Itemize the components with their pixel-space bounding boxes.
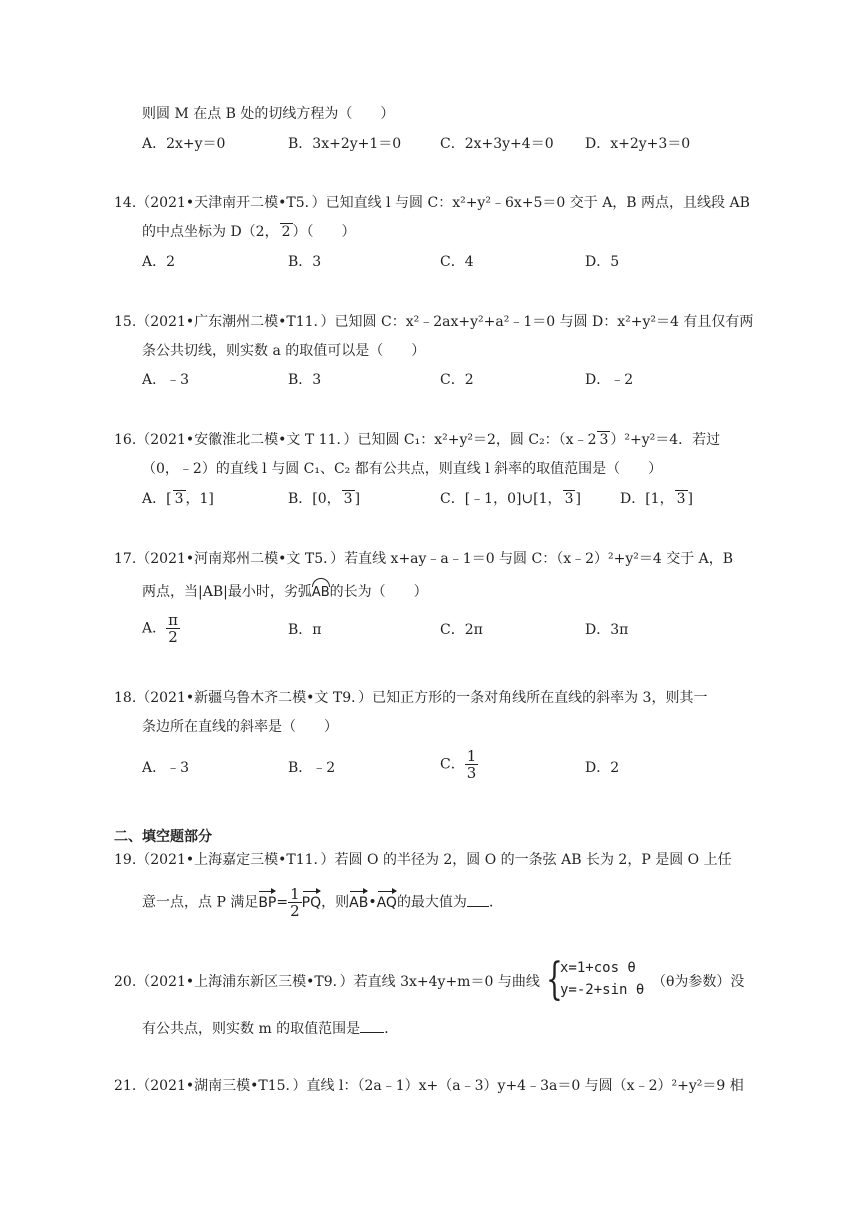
q19-vector-ab: AB <box>349 889 368 913</box>
q16-line1-pre: 16.（2021•安徽淮北二模•文 T 11．）已知圆 C₁：x²+y²＝2，圆 C₂：（x﹣2 <box>114 432 597 448</box>
q18-c-pre: C． <box>440 756 465 773</box>
q19-dot: • <box>368 894 377 911</box>
q15-stem-line1: 15.（2021•广东潮州二模•T11．）已知圆 C：x²﹣2ax+y²+a²﹣1＝0 与圆 D：x²+y²＝4 有且仅有两 <box>114 314 754 330</box>
q17-option-d: D．3π <box>585 622 629 638</box>
q13-option-b: B．3x+2y+1＝0 <box>288 136 402 152</box>
q15-option-c: C．2 <box>440 372 474 388</box>
q14-stem-line2 <box>142 222 356 242</box>
q18-c-fraction <box>465 748 479 781</box>
q16-a-pre: A．[ <box>142 491 172 507</box>
q18-option-c <box>440 748 478 781</box>
q16-b-post: ] <box>354 491 361 507</box>
q14-line2-pre: 的中点坐标为 D（2， <box>142 224 279 240</box>
section-heading-fill-in: 二、填空题部分 <box>114 829 212 845</box>
q19-numerator: 1 <box>290 885 300 903</box>
q17-a-fraction <box>166 612 180 645</box>
q16-c-sqrt: 3 <box>564 491 574 507</box>
q16-option-a <box>142 489 214 509</box>
q16-b-sqrt: 3 <box>343 491 353 507</box>
q19-stem-line1: 19.（2021•上海嘉定三模•T11．）若圆 O 的半径为 2，圆 O 的一条弦 AB 长为 2，P 是圆 O 上任 <box>114 852 732 868</box>
q20-brace: { <box>546 954 563 1005</box>
q16-d-post: ] <box>687 491 693 507</box>
q17-option-a <box>142 612 180 645</box>
q20-stem-line1-post: （θ为参数）没 <box>652 974 745 990</box>
q16-option-c <box>440 489 581 509</box>
q16-stem-line1 <box>114 430 720 450</box>
q16-b-pre: B．[0， <box>288 491 341 507</box>
q13-stem: 则圆 M 在点 B 处的切线方程为（ ） <box>142 106 395 122</box>
q19-vector-pq: PQ <box>302 889 321 913</box>
q18-c-numerator: 1 <box>466 747 477 765</box>
q18-stem-line2: 条边所在直线的斜率是（ ） <box>142 719 338 735</box>
q14-stem-line1: 14.（2021•天津南开二模•T5．）已知直线 l 与圆 C：x²+y²﹣6x+5＝0 交于 A，B 两点，且线段 AB <box>114 195 750 211</box>
q19-line2-pre: 意一点，点 P 满足 <box>142 894 259 911</box>
q19-mid: ，则 <box>321 894 350 911</box>
q19-line2-post: 的最大值为 <box>396 894 467 911</box>
q19-stem-line2 <box>142 886 503 919</box>
q13-option-d: D．x+2y+3＝0 <box>585 136 691 152</box>
q16-option-b <box>288 489 360 509</box>
q17-option-b: B．π <box>288 622 322 638</box>
q16-line1-post: ）²+y²＝4．若过 <box>610 432 721 448</box>
q18-option-d: D．2 <box>585 760 620 776</box>
q20-system-row1: x=1+cos θ <box>560 960 636 976</box>
q16-c-post: ] <box>575 491 581 507</box>
q17-a-numerator: π <box>168 611 178 629</box>
q17-option-c: C．2π <box>440 622 483 638</box>
q17-stem-line1: 17.（2021•河南郑州二模•文 T5．）若直线 x+ay﹣a﹣1＝0 与圆 C：（x﹣2）²+y²＝4 交于 A，B <box>114 551 734 567</box>
q17-arc-ab: AB <box>312 578 330 603</box>
q18-option-a: A．﹣3 <box>142 760 190 776</box>
q14-sqrt: 2 <box>281 224 291 240</box>
q16-d-pre: D．[1， <box>620 491 674 507</box>
q14-option-a: A．2 <box>142 254 176 270</box>
q16-c-pre: C．[﹣1，0]∪[1， <box>440 491 562 507</box>
q17-a-denominator: 2 <box>168 628 178 646</box>
q19-equals: = <box>276 894 289 911</box>
q16-sqrt: 3 <box>599 432 609 448</box>
q17-line2-post: 的长为（ ） <box>329 584 428 600</box>
q18-stem-line1: 18.（2021•新疆乌鲁木齐二模•文 T9．）已知正方形的一条对角线所在直线的斜率为 3，则其一 <box>114 690 708 706</box>
q20-stem-line1-pre: 20.（2021•上海浦东新区三模•T9．）若直线 3x+4y+m＝0 与曲线 <box>114 974 540 990</box>
q20-stem-line2 <box>142 1018 398 1039</box>
q15-stem-line2: 条公共切线，则实数 a 的取值可以是（ ） <box>142 343 426 359</box>
q15-option-a: A．﹣3 <box>142 372 190 388</box>
q19-answer-blank <box>467 892 489 907</box>
q19-vector-aq: AQ <box>377 889 397 913</box>
q20-answer-blank <box>360 1018 384 1033</box>
q19-denominator: 2 <box>290 902 300 920</box>
q19-fraction <box>288 886 302 919</box>
q14-option-d: D．5 <box>585 254 620 270</box>
q16-d-sqrt: 3 <box>676 491 686 507</box>
q14-line2-post: ）（ ） <box>292 224 356 240</box>
q16-stem-line2: （0，﹣2）的直线 l 与圆 C₁、C₂ 都有公共点，则直线 l 斜率的取值范围是（ ） <box>142 461 663 477</box>
q18-c-denominator: 3 <box>466 764 477 782</box>
q19-end: ． <box>488 894 503 911</box>
q17-a-pre: A． <box>142 620 167 637</box>
q18-option-b: B．﹣2 <box>288 760 336 776</box>
q17-line2-pre: 两点，当|AB|最小时，劣弧 <box>142 584 312 600</box>
q16-a-post: ，1] <box>185 491 214 507</box>
q15-option-d: D．﹣2 <box>585 372 634 388</box>
q20-end: ． <box>384 1021 399 1037</box>
q19-vector-bp: BP <box>258 889 276 913</box>
q13-option-a: A．2x+y＝0 <box>142 136 226 152</box>
q17-stem-line2 <box>142 578 428 603</box>
q13-option-c: C．2x+3y+4＝0 <box>440 136 554 152</box>
q16-option-d <box>620 489 693 509</box>
q15-option-b: B．3 <box>288 372 322 388</box>
q14-option-b: B．3 <box>288 254 322 270</box>
q21-stem-line1: 21.（2021•湖南三模•T15．）直线 l：（2a﹣1）x+（a﹣3）y+4﹣3a＝0 与圆（x﹣2）²+y²＝9 相 <box>114 1078 744 1094</box>
q16-a-sqrt: 3 <box>174 491 184 507</box>
q14-option-c: C．4 <box>440 254 474 270</box>
q20-line2-text: 有公共点，则实数 m 的取值范围是 <box>142 1021 361 1037</box>
q20-system-row2: y=-2+sin θ <box>560 982 645 998</box>
